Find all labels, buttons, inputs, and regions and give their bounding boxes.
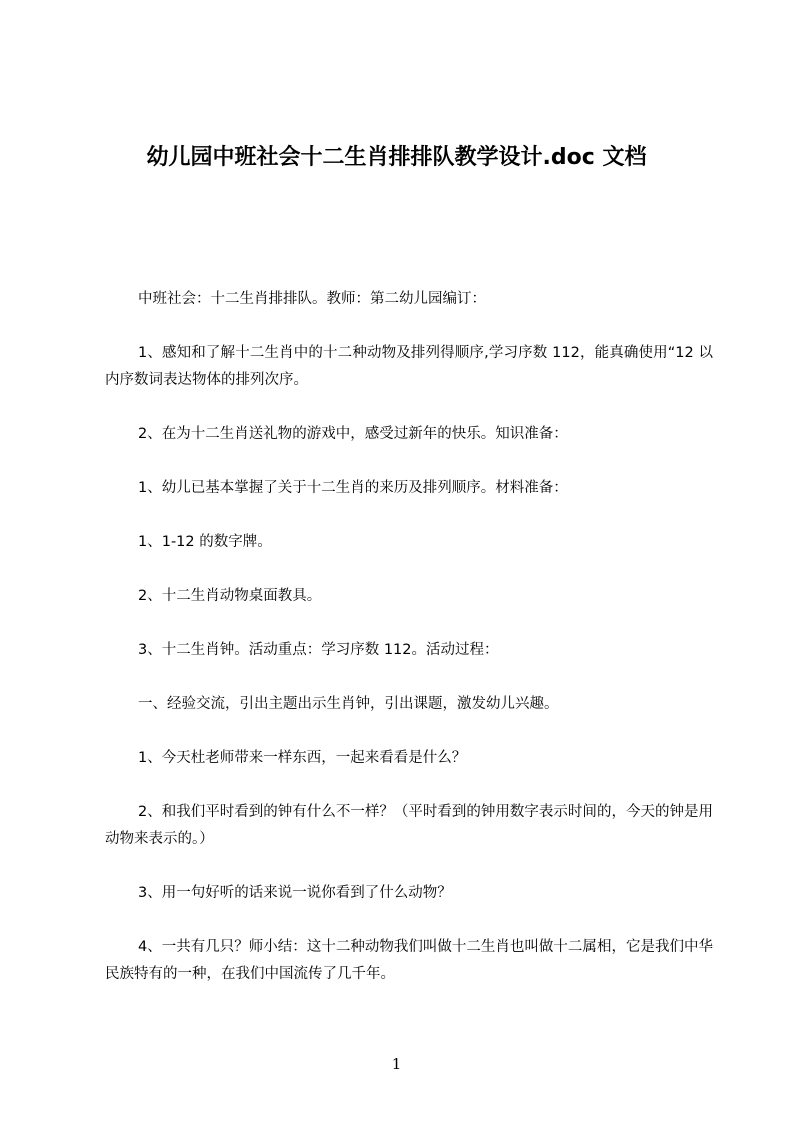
paragraph-12: 4、一共有几只？师小结：这十二种动物我们叫做十二生肖也叫做十二属相，它是我们中华民族特有的一种，在我们中国流传了几千年。: [105, 939, 713, 982]
paragraph-1: 中班社会：十二生肖排排队。教师：第二幼儿园编订：: [138, 291, 486, 307]
document-body: [105, 286, 713, 1015]
paragraph-10: 2、和我们平时看到的钟有什么不一样？（平时看到的钟用数字表示时间的，今天的钟是用动物来表示的。）: [105, 804, 713, 847]
paragraph-8: 一、经验交流，引出主题出示生肖钟，引出课题，激发幼儿兴趣。: [138, 696, 559, 712]
paragraph-11: 3、用一句好听的话来说一说你看到了什么动物？: [138, 885, 452, 901]
paragraph-6: 2、十二生肖动物桌面教具。: [138, 588, 322, 604]
paragraph-5: 1、1-12 的数字牌。: [138, 534, 272, 550]
paragraph-2: 1、感知和了解十二生肖中的十二种动物及排列得顺序,学习序数 112，能真确使用“12 以内序数词表达物体的排列次序。: [105, 345, 713, 388]
paragraph-9: 1、今天杜老师带来一样东西，一起来看看是什么？: [138, 750, 467, 766]
paragraph-4: 1、幼儿已基本掌握了关于十二生肖的来历及排列顺序。材料准备：: [138, 480, 568, 496]
paragraph-3: 2、在为十二生肖送礼物的游戏中，感受过新年的快乐。知识准备：: [138, 426, 568, 442]
paragraph-7: 3、十二生肖钟。活动重点：学习序数 112。活动过程：: [138, 642, 499, 658]
page-number: 1: [391, 1055, 402, 1073]
document-title: 幼儿园中班社会十二生肖排排队教学设计.doc 文档: [146, 145, 647, 170]
